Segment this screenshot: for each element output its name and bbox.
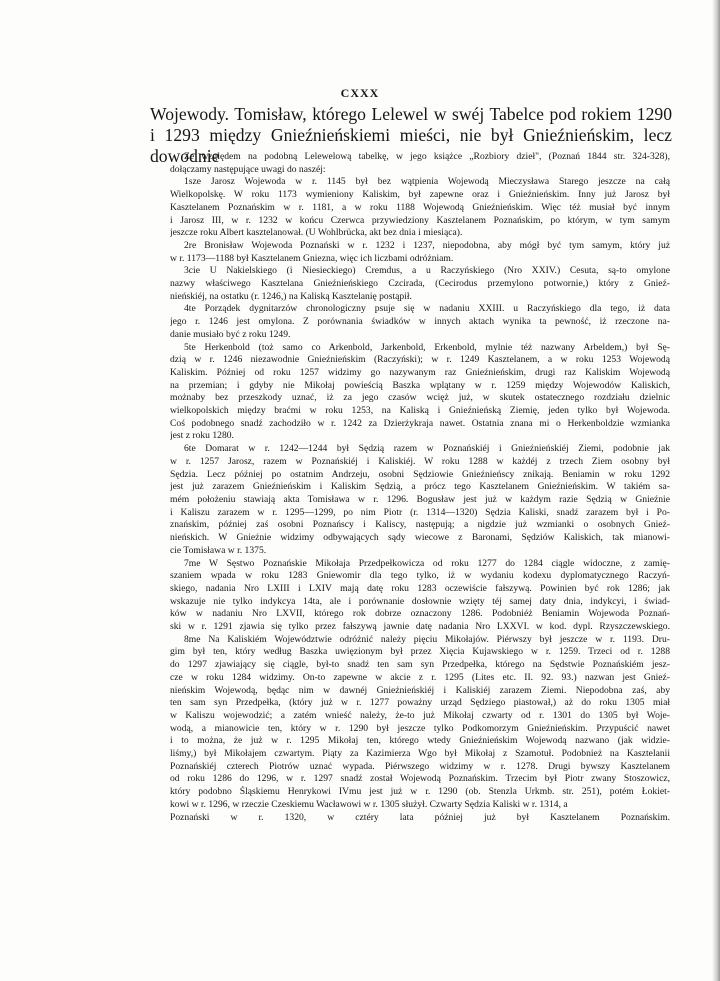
text-line: danie musiało być z roku 1249. xyxy=(170,328,291,340)
text-line: 3cie U Nakielskiego (i Niesieckiego) Cremdus, a u Raczyńskiego (Nro XXIV.) Cesuta, są-to omylone xyxy=(184,265,670,277)
text-line: liśmy,) był Mikołajem czwartym. Piąty za Kazimierza Wgo był Mikołaj z Szamotuł. Podobnież na Kasztelanii xyxy=(170,748,670,760)
text-line: kowi w r. 1296, w rzeczie Czeskiemu Wacławowi w r. 1305 służył. Czwarty Sędzia Kaliski w r. 1314, a xyxy=(170,798,568,810)
text-line: nazwy właściwego Kasztelana Gnieźnieńskiego Czcirada, (Cecirodus przemylono potwornie,) który z Gnieź- xyxy=(170,278,670,290)
text-line: jeszcze roku Albert kasztelanował. (U Wohlbrücka, akt bez dnia i miesiąca). xyxy=(170,227,463,239)
text-line: 4te Porządek dygnitarzów chronologiczny psuje się w nadaniu XXIII. u Raczyńskiego dla tego, iż data xyxy=(184,303,670,315)
text-line: Wielkopolskę. W roku 1173 wymieniony Kaliskim, był zapewne oraz i Gnieźnieńskim. Inny już Jarosz był xyxy=(170,189,670,201)
text-line: wielkopolskich między braćmi w roku 1253, na Kaliską i Gnieźnieńską Ziemię, jeden tylko był Wojewoda. xyxy=(170,405,670,417)
text-line: od roku 1286 do 1296, w r. 1297 snadź został Wojewodą Poznańskim. Trzecim był Piotr zwany Stoszowicz, xyxy=(170,773,670,785)
text-line: dołączamy następujące uwagi do naszéj: xyxy=(170,163,326,175)
text-line: nieńskiéj, na ostatku (r. 1246,) na Kaliską Kasztelanię postąpił. xyxy=(170,290,412,302)
text-line: możnaby bez przeszkody uznać, iż za jego czasów wcięż już, w skutek ostatecznego rozdziału dzielnic xyxy=(170,392,670,404)
text-line: jest z roku 1280. xyxy=(170,430,234,442)
text-line: 8me Na Kaliskiém Województwie odróżnić należy pięciu Mikołajów. Piérwszy był jeszcze w r. 1193. Dru- xyxy=(184,633,670,645)
text-line: w Kaliszu wojewodzić; a zatém wnieść należy, że-to już Mikołaj czwarty od r. 1301 do 1305 był Woje- xyxy=(170,709,670,721)
text-line: jest już zarazem Gnieźnieńskim i Kaliskim Sędzią, a prócz tego Kasztelanem Gnieźnieńskim. W takiém sa- xyxy=(170,481,670,493)
text-line: ków w nadaniu Nro LXVII, którego rok dobrze oznaczony 1286. Podobniéż Beniamin Wojewoda Poznań- xyxy=(170,608,670,620)
text-line: do 1297 zjawiający się ciągle, był-to snadź ten sam syn Przedpełka, którego na Sędstwie Poznańskiém jesz- xyxy=(170,659,670,671)
text-line: w r. 1257 Jarosz, razem w Poznańskiéj i Kaliskiéj. W roku 1288 w każdéj z trzech Ziem osobny był xyxy=(170,455,670,467)
text-line: Sędzia. Lecz później po ostatnim Andrzeju, osobni Sędziowie Gnieźnieńscy znikają. Beniamin w roku 1292 xyxy=(170,468,670,480)
text-line: ski w r. 1291 zjawia się tylko przez fałszywą jawnie datę nadania Nro LXXVI. w kod. dypl. Rzyszczewskiego. xyxy=(170,621,670,633)
text-line: 1sze Jarosz Wojewoda w r. 1145 był bez wątpienia Wojewodą Mieczysława Starego jeszcze na całą xyxy=(184,176,670,188)
text-line: cze w roku 1284 widzimy. On-to zapewne w akcie z r. 1295 (Lites etc. II. 92. 93.) nazwan jest Gnieź- xyxy=(170,671,670,683)
text-line: Kaliskim. Później od roku 1257 widzimy go nazywanym raz Gnieźnieńskim, drugi raz Kaliskim Wojewodą xyxy=(170,366,670,378)
text-line: ten sam syn Przedpełka, (który już w r. 1277 poważny urząd Sędziego piastował,) aż do roku 1305 miał xyxy=(170,697,670,709)
heading-line: i 1293 między Gnieźnieńskiemi mieści, nie był Gnieźnieńskim, lecz dowodnie xyxy=(150,125,672,166)
text-line: 5te Herkenbold (toż samo co Arkenbold, Jarkenbold, Erkenbold, mylnie téż nazwany Arbeldem,) był Sę- xyxy=(184,341,670,353)
text-line: skiego, nadania Nro LXIII i LXIV mają datę roku 1283 oczewiście fałszywą. Powinien być rok 1286; jak xyxy=(170,582,670,594)
page-edge-shadow xyxy=(712,0,720,981)
text-line: dzią w r. 1246 niezawodnie Gnieźnieńskim (Raczyński); w r. 1249 Kasztelanem, a w roku 1253 Wojewodą xyxy=(170,354,670,366)
body-text xyxy=(170,151,670,824)
text-line: w r. 1173—1188 był Kasztelanem Gniezna, więc ich liczbami odróżniam. xyxy=(170,252,454,264)
text-line: Poznańskiéj czterech Piotrów uznać wypada. Piérwszego widzimy w r. 1278. Drugi bywszy Kasztelanem xyxy=(170,760,670,772)
text-line: gim był ten, który według Baszka uwięzionym był przez Xięcia Kujawskiego w r. 1259. Trzeci od r. 1288 xyxy=(170,646,670,658)
text-line: wskazuje nie tylko indykcya 14ta, ale i porównanie dosłownie wzięty téj samej daty dnia, indykcyi, i świad- xyxy=(170,595,670,607)
text-line: i to można, że już w r. 1295 Mikołaj ten, którego wtedy Gnieźnieńskim Wojewodą nazwano (jak widzie- xyxy=(170,735,670,747)
text-line: i Jarosz III, w r. 1232 w końcu Czerwca przywiedziony Kasztelanem Poznańskim, po którym, w tym samym xyxy=(170,214,670,226)
text-line: Ze względem na podobną Lelewelową tabelkę, w jego książce „Rozbiory dzieł", (Poznań 1844 str. 324-328), xyxy=(184,151,670,162)
text-line: Coś podobnego snadź zachodziło w r. 1242 za Dzierżykraja nawet. Ostatnia znana mi o Herkenboldzie wzmianka xyxy=(170,417,670,429)
text-line: 2re Bronisław Wojewoda Poznański w r. 1232 i 1237, niepodobna, aby mógł być tym samym, który już xyxy=(184,239,670,251)
text-line: znańskim, później zaś osobni Poznańscy i Kaliscy, następują; a nigdzie już wzmianki o osobnych Gnieź- xyxy=(170,519,670,531)
text-line: Kasztelanem Poznańskim w r. 1181, a w roku 1188 Wojewodą Gnieźnieńskim. Więc téż musiał być innym xyxy=(170,201,670,213)
text-line: który podobno Śląskiemu Henrykowi IVmu jest już w r. 1290 (ob. Stenzla Urkmb. str. 251), potém Łokiet- xyxy=(170,786,670,798)
text-line: Poznański w r. 1320, w cztéry lata później już był Kasztelanem Poznańskim. xyxy=(170,811,670,823)
heading-line: Wojewody. Tomisław, którego Lelewel w swéj Tabelce pod rokiem 1290 xyxy=(150,104,672,124)
text-line: 6te Domarat w r. 1242—1244 był Sędzią razem w Poznańskiéj i Gnieźnieńskiéj Ziemi, podobnie jak xyxy=(184,443,670,455)
text-line: na przemian; i gdyby nie Mikołaj powieścią Baszka wplątany w r. 1259 między Wojewodów Kaliskich, xyxy=(170,379,670,391)
text-line: szaniem wpada w roku 1283 Gniewomir dla tego tylko, iż w wydaniu kodexu dyplomatycznego Raczyń- xyxy=(170,570,670,582)
text-line: mém położeniu stawiają akta Tomisława w r. 1296. Bogusław jest już w każdym razie Sędzią w Gnieźnie xyxy=(170,493,670,505)
text-line: 7me W Sęstwo Poznańskie Mikołaja Przedpełkowicza od roku 1277 do 1284 ciągle widoczne, z zamię- xyxy=(184,557,670,569)
text-line: nieńskich. W Gnieźnie widzimy odbywających sądy wiecowe z Baronami, Sędziów Kaliskich, tak mianowi- xyxy=(170,532,670,544)
text-line: nieńskim Wojewodą, będąc nim w dawnéj Gnieźnieńskiéj i Kaliskiéj zarazem Ziemi. Niepodobna zaś, aby xyxy=(170,684,670,696)
page-number: CXXX xyxy=(340,86,380,100)
text-line: wodą, a mianowicie ten, który w r. 1290 był jeszcze tylko Podkomorzym Gnieźnieńskim. Przypuścić nawet xyxy=(170,722,670,734)
text-line: jego r. 1246 jest omylona. Z porównania świadków w innych aktach wynika ta pewność, iż rzeczone na- xyxy=(170,316,670,328)
text-line: cie Tomisława w r. 1375. xyxy=(170,544,267,556)
text-line: i Kaliszu zarazem w r. 1295—1299, po nim Piotr (r. 1314—1320) Sędzia Kaliski, snadź zarazem był i Po- xyxy=(170,506,670,518)
